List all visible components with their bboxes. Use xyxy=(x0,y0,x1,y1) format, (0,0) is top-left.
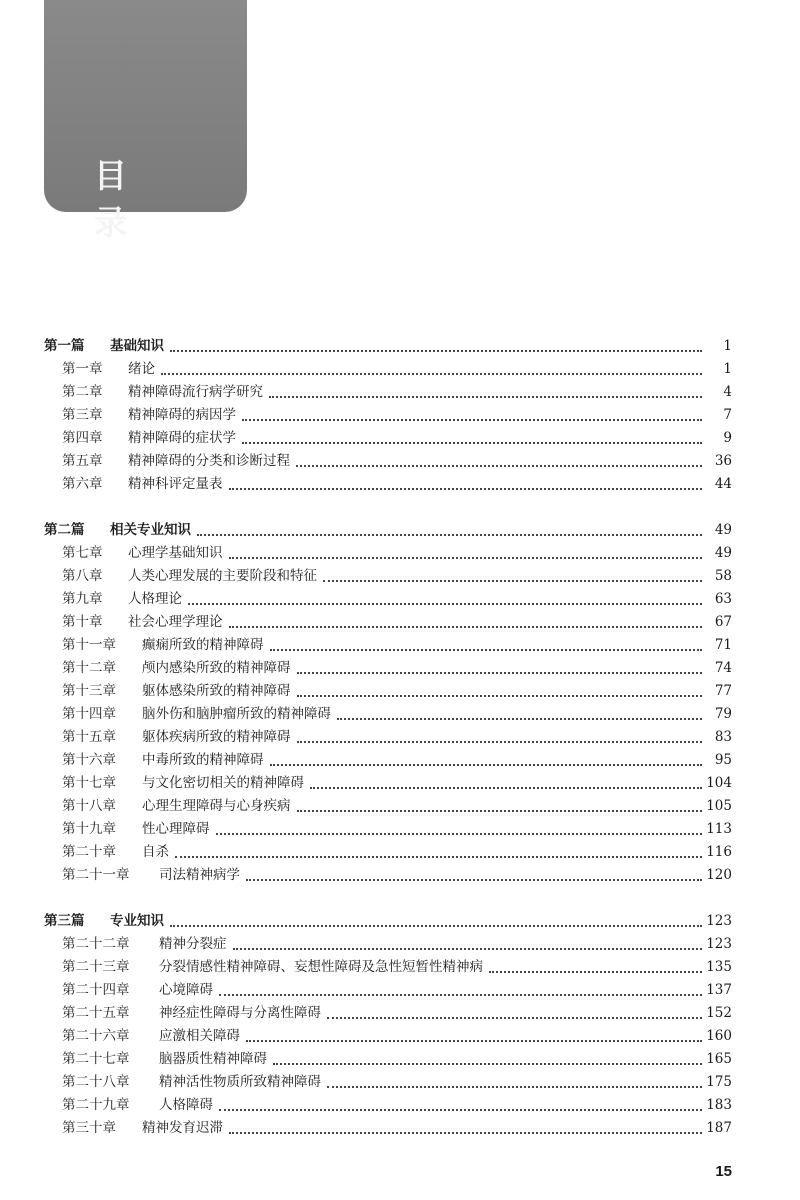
dot-leader xyxy=(296,464,702,467)
toc-chapter-entry[interactable] xyxy=(44,680,732,703)
chapter-number: 第五章 xyxy=(62,453,103,469)
chapter-title: 社会心理学理论 xyxy=(128,614,223,630)
toc-part xyxy=(44,519,732,887)
toc-chapter-entry[interactable] xyxy=(44,1117,732,1140)
chapter-title: 躯体疾病所致的精神障碍 xyxy=(142,729,291,745)
chapter-number: 第二十章 xyxy=(62,844,116,860)
chapter-page: 116 xyxy=(706,844,732,860)
chapter-title: 精神障碍的分类和诊断过程 xyxy=(128,453,290,469)
chapter-number: 第十九章 xyxy=(62,821,116,837)
dot-leader xyxy=(233,947,703,950)
dot-leader xyxy=(219,993,702,996)
chapter-number: 第十四章 xyxy=(62,706,116,722)
chapter-title: 癫痫所致的精神障碍 xyxy=(142,637,264,653)
toc-chapter-entry[interactable] xyxy=(44,956,732,979)
chapter-title: 躯体感染所致的精神障碍 xyxy=(142,683,291,699)
chapter-title: 自杀 xyxy=(142,844,169,860)
dot-leader xyxy=(297,740,703,743)
dot-leader xyxy=(216,832,703,835)
chapter-number: 第二十九章 xyxy=(62,1097,130,1113)
chapter-number: 第二章 xyxy=(62,384,103,400)
part-title: 基础知识 xyxy=(110,338,164,354)
chapter-page: 160 xyxy=(706,1028,732,1044)
dot-leader xyxy=(269,395,702,398)
chapter-title: 精神障碍流行病学研究 xyxy=(128,384,263,400)
toc-chapter-entry[interactable] xyxy=(44,1002,732,1025)
dot-leader xyxy=(229,625,703,628)
chapter-number: 第二十四章 xyxy=(62,982,130,998)
chapter-page: 135 xyxy=(706,959,732,975)
chapter-title: 心境障碍 xyxy=(159,982,213,998)
chapter-number: 第二十一章 xyxy=(62,867,130,883)
dot-leader xyxy=(219,1108,702,1111)
toc-part-entry[interactable] xyxy=(44,335,732,358)
chapter-number: 第二十五章 xyxy=(62,1005,130,1021)
dot-leader xyxy=(229,1131,702,1134)
chapter-page: 187 xyxy=(706,1120,732,1136)
dot-leader xyxy=(246,878,702,881)
chapter-number: 第二十七章 xyxy=(62,1051,130,1067)
toc-chapter-entry[interactable] xyxy=(44,1025,732,1048)
dot-leader xyxy=(489,970,702,973)
toc-part-entry[interactable] xyxy=(44,910,732,933)
dot-leader xyxy=(175,855,702,858)
chapter-number: 第十六章 xyxy=(62,752,116,768)
dot-leader xyxy=(170,924,702,927)
toc-chapter-entry[interactable] xyxy=(44,864,732,887)
chapter-number: 第十章 xyxy=(62,614,103,630)
chapter-title: 精神活性物质所致精神障碍 xyxy=(159,1074,321,1090)
chapter-title: 精神科评定量表 xyxy=(128,476,223,492)
toc-chapter-entry[interactable] xyxy=(44,795,732,818)
chapter-page: 1 xyxy=(723,361,732,377)
dot-leader xyxy=(327,1016,702,1019)
chapter-number: 第一章 xyxy=(62,361,103,377)
chapter-page: 58 xyxy=(714,568,732,584)
chapter-number: 第十七章 xyxy=(62,775,116,791)
chapter-number: 第八章 xyxy=(62,568,103,584)
chapter-title: 精神障碍的病因学 xyxy=(128,407,236,423)
chapter-page: 137 xyxy=(706,982,732,998)
toc-chapter-entry[interactable] xyxy=(44,657,732,680)
chapter-title: 绪论 xyxy=(128,361,155,377)
toc-chapter-entry[interactable] xyxy=(44,979,732,1002)
part-page: 123 xyxy=(706,913,732,929)
dot-leader xyxy=(188,602,702,605)
dot-leader xyxy=(337,717,702,720)
part-number: 第一篇 xyxy=(44,338,85,354)
dot-leader xyxy=(161,372,702,375)
toc-chapter-entry[interactable] xyxy=(44,473,732,496)
chapter-page: 4 xyxy=(723,384,732,400)
chapter-page: 44 xyxy=(714,476,732,492)
chapter-page: 71 xyxy=(714,637,732,653)
table-of-contents xyxy=(44,335,732,1163)
chapter-page: 83 xyxy=(714,729,732,745)
chapter-title: 与文化密切相关的精神障碍 xyxy=(142,775,304,791)
dot-leader xyxy=(297,809,703,812)
dot-leader xyxy=(323,579,702,582)
part-number: 第二篇 xyxy=(44,522,85,538)
dot-leader xyxy=(270,763,703,766)
page-title: 目 录 xyxy=(94,156,157,242)
chapter-page: 77 xyxy=(714,683,732,699)
chapter-page: 104 xyxy=(706,775,732,791)
chapter-page: 183 xyxy=(706,1097,732,1113)
dot-leader xyxy=(229,556,703,559)
dot-leader xyxy=(297,694,703,697)
chapter-title: 人格障碍 xyxy=(159,1097,213,1113)
toc-part xyxy=(44,910,732,1140)
part-title: 专业知识 xyxy=(110,913,164,929)
toc-chapter-entry[interactable] xyxy=(44,542,732,565)
toc-chapter-entry[interactable] xyxy=(44,588,732,611)
dot-leader xyxy=(297,671,703,674)
toc-chapter-entry[interactable] xyxy=(44,1048,732,1071)
dot-leader xyxy=(246,1039,702,1042)
chapter-title: 神经症性障碍与分离性障碍 xyxy=(159,1005,321,1021)
toc-chapter-entry[interactable] xyxy=(44,772,732,795)
dot-leader xyxy=(170,349,702,352)
toc-chapter-entry[interactable] xyxy=(44,565,732,588)
chapter-page: 9 xyxy=(723,430,732,446)
dot-leader xyxy=(273,1062,702,1065)
dot-leader xyxy=(242,441,702,444)
chapter-title: 精神障碍的症状学 xyxy=(128,430,236,446)
toc-chapter-entry[interactable] xyxy=(44,634,732,657)
toc-part xyxy=(44,335,732,496)
chapter-number: 第九章 xyxy=(62,591,103,607)
chapter-number: 第三章 xyxy=(62,407,103,423)
toc-chapter-entry[interactable] xyxy=(44,703,732,726)
chapter-title: 性心理障碍 xyxy=(142,821,210,837)
chapter-number: 第三十章 xyxy=(62,1120,116,1136)
part-page: 1 xyxy=(723,338,732,354)
chapter-page: 67 xyxy=(714,614,732,630)
chapter-title: 人类心理发展的主要阶段和特征 xyxy=(128,568,317,584)
chapter-number: 第十一章 xyxy=(62,637,116,653)
page-number: 15 xyxy=(715,1163,732,1180)
toc-chapter-entry[interactable] xyxy=(44,404,732,427)
toc-chapter-entry[interactable] xyxy=(44,1094,732,1117)
chapter-title: 人格理论 xyxy=(128,591,182,607)
chapter-number: 第十三章 xyxy=(62,683,116,699)
chapter-title: 中毒所致的精神障碍 xyxy=(142,752,264,768)
toc-chapter-entry[interactable] xyxy=(44,450,732,473)
chapter-title: 心理生理障碍与心身疾病 xyxy=(142,798,291,814)
chapter-page: 175 xyxy=(706,1074,732,1090)
chapter-title: 应激相关障碍 xyxy=(159,1028,240,1044)
chapter-number: 第二十八章 xyxy=(62,1074,130,1090)
chapter-page: 63 xyxy=(714,591,732,607)
toc-chapter-entry[interactable] xyxy=(44,427,732,450)
toc-chapter-entry[interactable] xyxy=(44,1071,732,1094)
chapter-title: 脑器质性精神障碍 xyxy=(159,1051,267,1067)
toc-chapter-entry[interactable] xyxy=(44,611,732,634)
toc-chapter-entry[interactable] xyxy=(44,381,732,404)
chapter-page: 165 xyxy=(706,1051,732,1067)
chapter-number: 第十五章 xyxy=(62,729,116,745)
chapter-page: 36 xyxy=(714,453,732,469)
toc-chapter-entry[interactable] xyxy=(44,358,732,381)
chapter-page: 113 xyxy=(706,821,732,837)
chapter-page: 79 xyxy=(714,706,732,722)
chapter-page: 49 xyxy=(714,545,732,561)
dot-leader xyxy=(327,1085,702,1088)
part-page: 49 xyxy=(714,522,732,538)
chapter-page: 7 xyxy=(723,407,732,423)
dot-leader xyxy=(197,533,702,536)
chapter-title: 心理学基础知识 xyxy=(128,545,223,561)
chapter-number: 第十八章 xyxy=(62,798,116,814)
chapter-number: 第二十六章 xyxy=(62,1028,130,1044)
chapter-number: 第二十二章 xyxy=(62,936,130,952)
chapter-title: 颅内感染所致的精神障碍 xyxy=(142,660,291,676)
chapter-number: 第二十三章 xyxy=(62,959,130,975)
chapter-number: 第七章 xyxy=(62,545,103,561)
chapter-number: 第十二章 xyxy=(62,660,116,676)
chapter-title: 精神分裂症 xyxy=(159,936,227,952)
part-title: 相关专业知识 xyxy=(110,522,191,538)
chapter-title: 脑外伤和脑肿瘤所致的精神障碍 xyxy=(142,706,331,722)
dot-leader xyxy=(242,418,702,421)
toc-chapter-entry[interactable] xyxy=(44,818,732,841)
chapter-page: 152 xyxy=(706,1005,732,1021)
dot-leader xyxy=(310,786,702,789)
chapter-page: 123 xyxy=(706,936,732,952)
toc-chapter-entry[interactable] xyxy=(44,841,732,864)
chapter-number: 第四章 xyxy=(62,430,103,446)
chapter-page: 74 xyxy=(714,660,732,676)
chapter-page: 105 xyxy=(706,798,732,814)
chapter-title: 精神发育迟滞 xyxy=(142,1120,223,1136)
part-number: 第三篇 xyxy=(44,913,85,929)
toc-part-entry[interactable] xyxy=(44,519,732,542)
toc-chapter-entry[interactable] xyxy=(44,933,732,956)
toc-chapter-entry[interactable] xyxy=(44,726,732,749)
chapter-title: 分裂情感性精神障碍、妄想性障碍及急性短暂性精神病 xyxy=(159,959,483,975)
dot-leader xyxy=(229,487,703,490)
chapter-number: 第六章 xyxy=(62,476,103,492)
toc-chapter-entry[interactable] xyxy=(44,749,732,772)
chapter-page: 95 xyxy=(714,752,732,768)
contents-header-box xyxy=(44,0,247,242)
chapter-page: 120 xyxy=(706,867,732,883)
chapter-title: 司法精神病学 xyxy=(159,867,240,883)
dot-leader xyxy=(270,648,703,651)
